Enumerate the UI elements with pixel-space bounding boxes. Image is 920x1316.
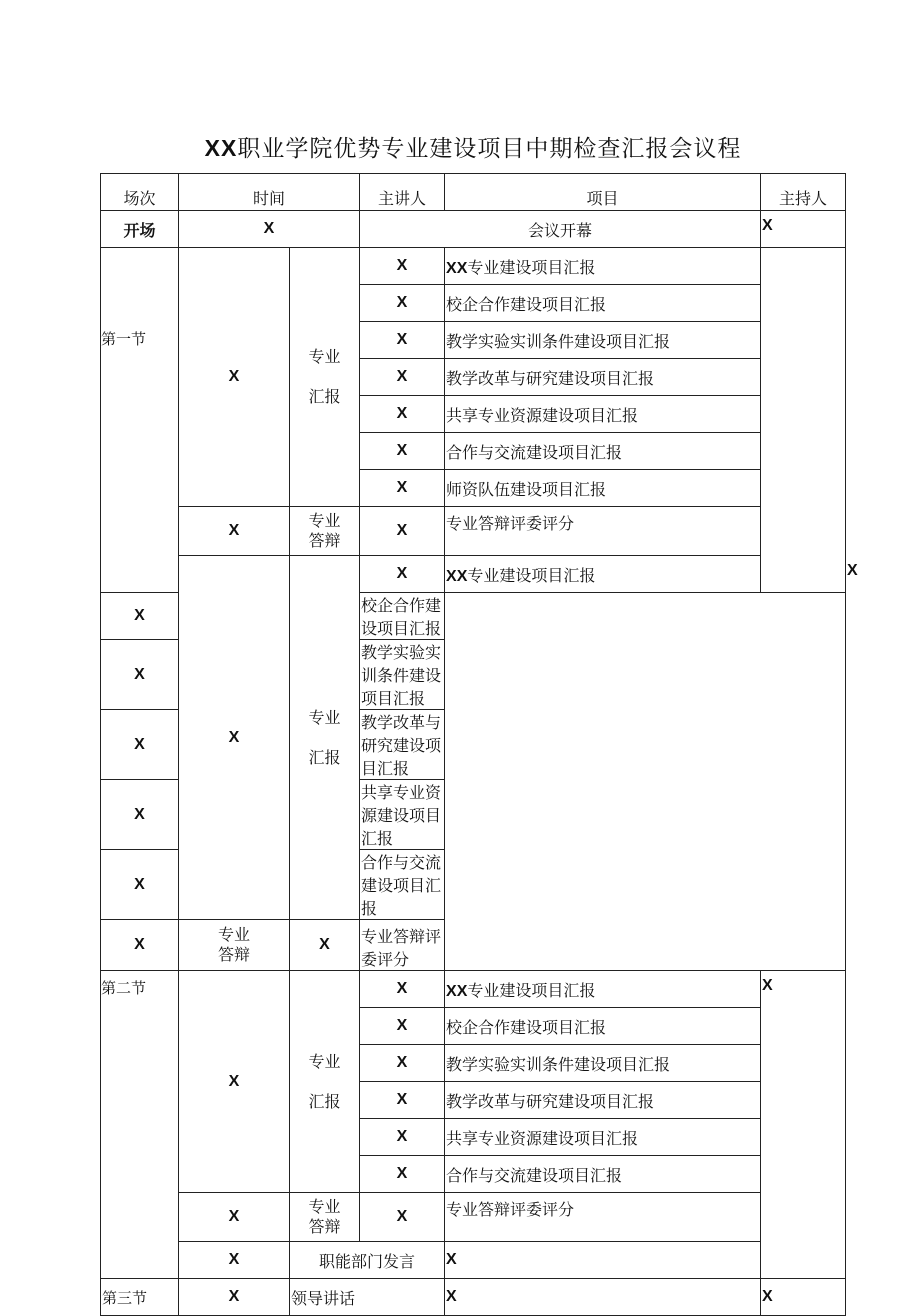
report-label-line1: 专业 [308, 707, 341, 727]
title-prefix: XX [204, 135, 238, 161]
defense-item: 专业答辩评委评分 [445, 1193, 761, 1242]
dept-speech-row [101, 1242, 846, 1279]
leader-speech-time: X [179, 1279, 290, 1316]
speaker-cell: X [101, 850, 179, 920]
project-cell: 教学实验实训条件建设项目汇报 [445, 1045, 761, 1082]
speaker-cell: X [101, 640, 179, 710]
table-row [101, 248, 846, 285]
dept-speech-time: X [179, 1242, 290, 1279]
table-row: X 专业 汇报 X XX专业建设项目汇报 X [101, 556, 846, 593]
group3-report-type [290, 971, 360, 1193]
defense-speaker: X [360, 507, 445, 556]
speaker-cell: X [360, 1082, 445, 1119]
project-cell: 师资队伍建设项目汇报 [445, 470, 761, 507]
leader-speech-label: 领导讲话 [290, 1279, 445, 1316]
header-row [101, 174, 846, 211]
group1-host [761, 248, 846, 593]
defense-time: X [179, 507, 290, 556]
speaker-cell: X [101, 593, 179, 640]
project-item: 专业建设项目汇报 [467, 565, 596, 585]
project-cell: 校企合作建设项目汇报 [445, 285, 761, 322]
defense-type [290, 1193, 360, 1242]
project-cell: 教学改革与研究建设项目汇报 [360, 710, 445, 780]
project-cell: 共享专业资源建设项目汇报 [445, 1119, 761, 1156]
agenda-table [100, 173, 858, 1316]
group2-report-type [290, 556, 360, 920]
table-row [101, 971, 846, 1008]
section-2-label: 第二节 [101, 971, 179, 1279]
speaker-cell: X [360, 1156, 445, 1193]
report-label-line2: 汇报 [308, 747, 341, 767]
defense-row [101, 1193, 846, 1242]
defense-label-line1: 专业 [217, 925, 250, 944]
project-cell: 合作与交流建设项目汇报 [445, 433, 761, 470]
opening-time: X [179, 211, 360, 248]
report-label-line2: 汇报 [308, 1091, 341, 1111]
header-time: 时间 [179, 174, 360, 211]
project-item: 专业建设项目汇报 [467, 257, 596, 277]
project-prefix: XX [446, 259, 468, 277]
speaker-cell: X [360, 285, 445, 322]
report-label-line1: 专业 [308, 347, 341, 366]
opening-project: 会议开幕 [360, 211, 761, 248]
defense-label-line2: 答辩 [308, 1217, 341, 1236]
opening-row [101, 211, 846, 248]
project-cell: 共享专业资源建设项目汇报 [445, 396, 761, 433]
project-cell: 校企合作建设项目汇报 [445, 1008, 761, 1045]
defense-row [101, 507, 846, 556]
leader-speech-project: X [445, 1279, 761, 1316]
dept-speech-label: 职能部门发言 [290, 1242, 445, 1279]
speaker-cell: X [360, 971, 445, 1008]
defense-time: X [101, 920, 179, 971]
section-3-row [101, 1279, 846, 1316]
defense-type [179, 920, 290, 971]
speaker-cell: X [360, 248, 445, 285]
defense-label-line2: 答辩 [217, 945, 250, 964]
defense-type [290, 507, 360, 556]
project-item: 专业建设项目汇报 [467, 980, 596, 1000]
project-cell: 校企合作建设项目汇报 [360, 593, 445, 640]
project-prefix: XX [446, 982, 468, 1000]
defense-speaker: X [290, 920, 360, 971]
group3-time: X [179, 971, 290, 1193]
project-prefix: XX [446, 567, 468, 585]
header-session: 场次 [101, 174, 179, 211]
defense-label-line1: 专业 [308, 511, 341, 530]
defense-item: 专业答辩评委评分 [360, 920, 445, 971]
project-cell: 教学改革与研究建设项目汇报 [445, 1082, 761, 1119]
group2-time: X [179, 556, 290, 920]
speaker-cell: X [360, 1008, 445, 1045]
project-cell: 共享专业资源建设项目汇报 [360, 780, 445, 850]
group3-host: X [761, 971, 846, 1279]
opening-host: X [761, 211, 846, 248]
defense-item: 专业答辩评委评分 [445, 507, 761, 556]
dept-speech-project: X [445, 1242, 761, 1279]
defense-time: X [179, 1193, 290, 1242]
defense-speaker: X [360, 1193, 445, 1242]
section-3-label: 第三节 [101, 1279, 179, 1316]
group1-report-type [290, 248, 360, 507]
project-cell: 合作与交流建设项目汇报 [360, 850, 445, 920]
speaker-cell: X [360, 433, 445, 470]
project-cell [445, 556, 761, 593]
section-1-label: 第一节 [101, 248, 179, 593]
header-host: 主持人 [761, 174, 846, 211]
project-cell: 合作与交流建设项目汇报 [445, 1156, 761, 1193]
page-title [0, 130, 920, 163]
header-project: 项目 [445, 174, 761, 211]
project-cell [445, 248, 761, 285]
speaker-cell: X [360, 396, 445, 433]
speaker-cell: X [101, 780, 179, 850]
header-speaker: 主讲人 [360, 174, 445, 211]
defense-label-line2: 答辩 [308, 531, 341, 550]
report-label-line1: 专业 [308, 1051, 341, 1071]
opening-session: 开场 [101, 211, 179, 248]
speaker-cell: X [360, 1045, 445, 1082]
speaker-cell: X [360, 359, 445, 396]
group1-time: X [179, 248, 290, 507]
defense-row [101, 920, 846, 971]
speaker-cell: X [360, 470, 445, 507]
title-text: 职业学院优势专业建设项目中期检查汇报会议程 [237, 136, 742, 162]
speaker-cell: X [360, 1119, 445, 1156]
speaker-cell: X [101, 710, 179, 780]
project-cell: 教学改革与研究建设项目汇报 [445, 359, 761, 396]
report-label-line2: 汇报 [308, 387, 341, 406]
project-cell: 教学实验实训条件建设项目汇报 [445, 322, 761, 359]
project-cell [445, 971, 761, 1008]
speaker-cell: X [360, 556, 445, 593]
project-cell: 教学实验实训条件建设项目汇报 [360, 640, 445, 710]
leader-speech-host: X [761, 1279, 846, 1316]
defense-label-line1: 专业 [308, 1197, 341, 1216]
speaker-cell: X [360, 322, 445, 359]
